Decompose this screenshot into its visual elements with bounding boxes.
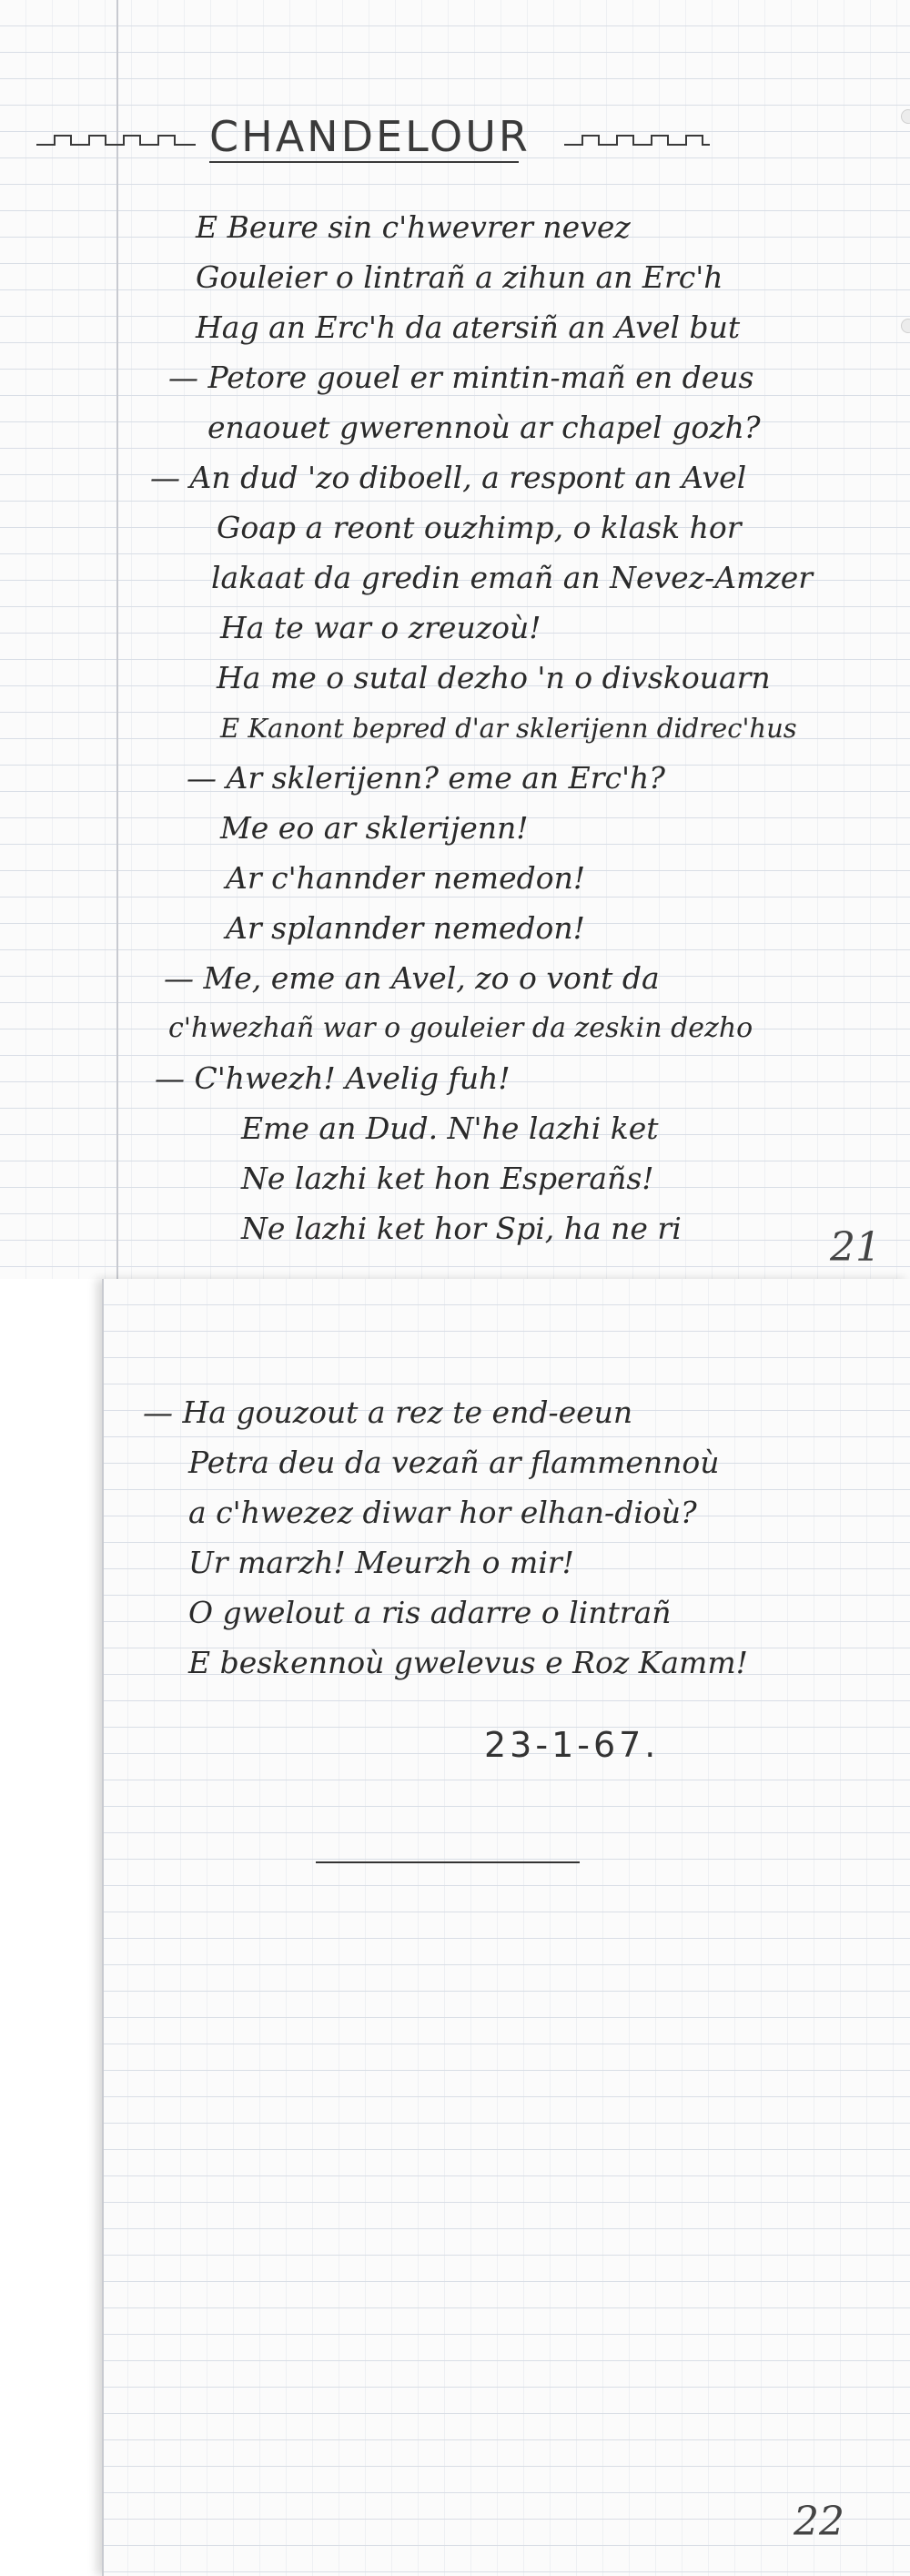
margin-line xyxy=(116,0,118,1279)
poem-line: E Kanont bepred d'ar sklerijenn didrec'hus xyxy=(220,713,797,744)
poem-line: Ar splannder nemedon! xyxy=(226,910,585,946)
poem-date: 23-1-67. xyxy=(484,1725,660,1765)
poem-line: Hag an Erc'h da atersiñ an Avel but xyxy=(196,309,741,345)
poem-line: Eme an Dud. N'he lazhi ket xyxy=(241,1111,659,1146)
poem-line: E beskennoù gwelevus e Roz Kamm! xyxy=(188,1645,748,1680)
page-number: 22 xyxy=(794,2499,844,2545)
left-squiggle-ornament xyxy=(36,130,196,152)
poem-line: Ha te war o zreuzoù! xyxy=(220,610,541,645)
poem-line: Ur marzh! Meurzh o mir! xyxy=(188,1545,574,1580)
poem-line: — C'hwezh! Avelig fuh! xyxy=(155,1060,511,1096)
poem-line: — Me, eme an Avel, zo o vont da xyxy=(164,960,660,996)
poem-line: — Ha gouzout a rez te end-eeun xyxy=(143,1394,633,1430)
poem-line: Petra deu da vezañ ar flammennoù xyxy=(188,1445,720,1480)
notebook-page-right xyxy=(102,1279,910,2576)
poem-line: E Beure sin c'hwevrer nevez xyxy=(196,209,631,245)
punch-hole xyxy=(901,319,910,333)
margin-line xyxy=(102,1279,104,2576)
closing-rule xyxy=(316,1861,580,1863)
poem-line: Goap a reont ouzhimp, o klask hor xyxy=(217,510,742,545)
poem-line: — Ar sklerijenn? eme an Erc'h? xyxy=(187,760,666,796)
poem-line: — An dud 'zo diboell, a respont an Avel xyxy=(150,460,747,495)
poem-line: c'hwezhañ war o gouleier da zeskin dezho xyxy=(168,1012,753,1044)
poem-line: a c'hwezez diwar hor elhan-dioù? xyxy=(188,1495,697,1530)
right-squiggle-ornament xyxy=(564,130,710,152)
poem-line: enaouet gwerennoù ar chapel gozh? xyxy=(207,410,761,445)
poem-line: Gouleier o lintrañ a zihun an Erc'h xyxy=(196,259,723,295)
poem-title: CHANDELOUR xyxy=(209,105,555,168)
poem-line: Me eo ar sklerijenn! xyxy=(220,810,529,846)
poem-line: — Petore gouel er mintin-mañ en deus xyxy=(168,360,754,395)
poem-line: O gwelout a ris adarre o lintrañ xyxy=(188,1595,672,1630)
page-number: 21 xyxy=(830,1224,881,1271)
poem-line: Ne lazhi ket hon Esperañs! xyxy=(241,1161,654,1196)
poem-line: Ar c'hannder nemedon! xyxy=(226,860,586,896)
poem-line: Ha me o sutal dezho 'n o divskouarn xyxy=(217,660,771,695)
poem-line: lakaat da gredin emañ an Nevez-Amzer xyxy=(211,560,814,595)
poem-line: Ne lazhi ket hor Spi, ha ne ri xyxy=(241,1211,682,1246)
notebook-page-left xyxy=(0,0,910,1279)
title-row xyxy=(0,105,910,168)
